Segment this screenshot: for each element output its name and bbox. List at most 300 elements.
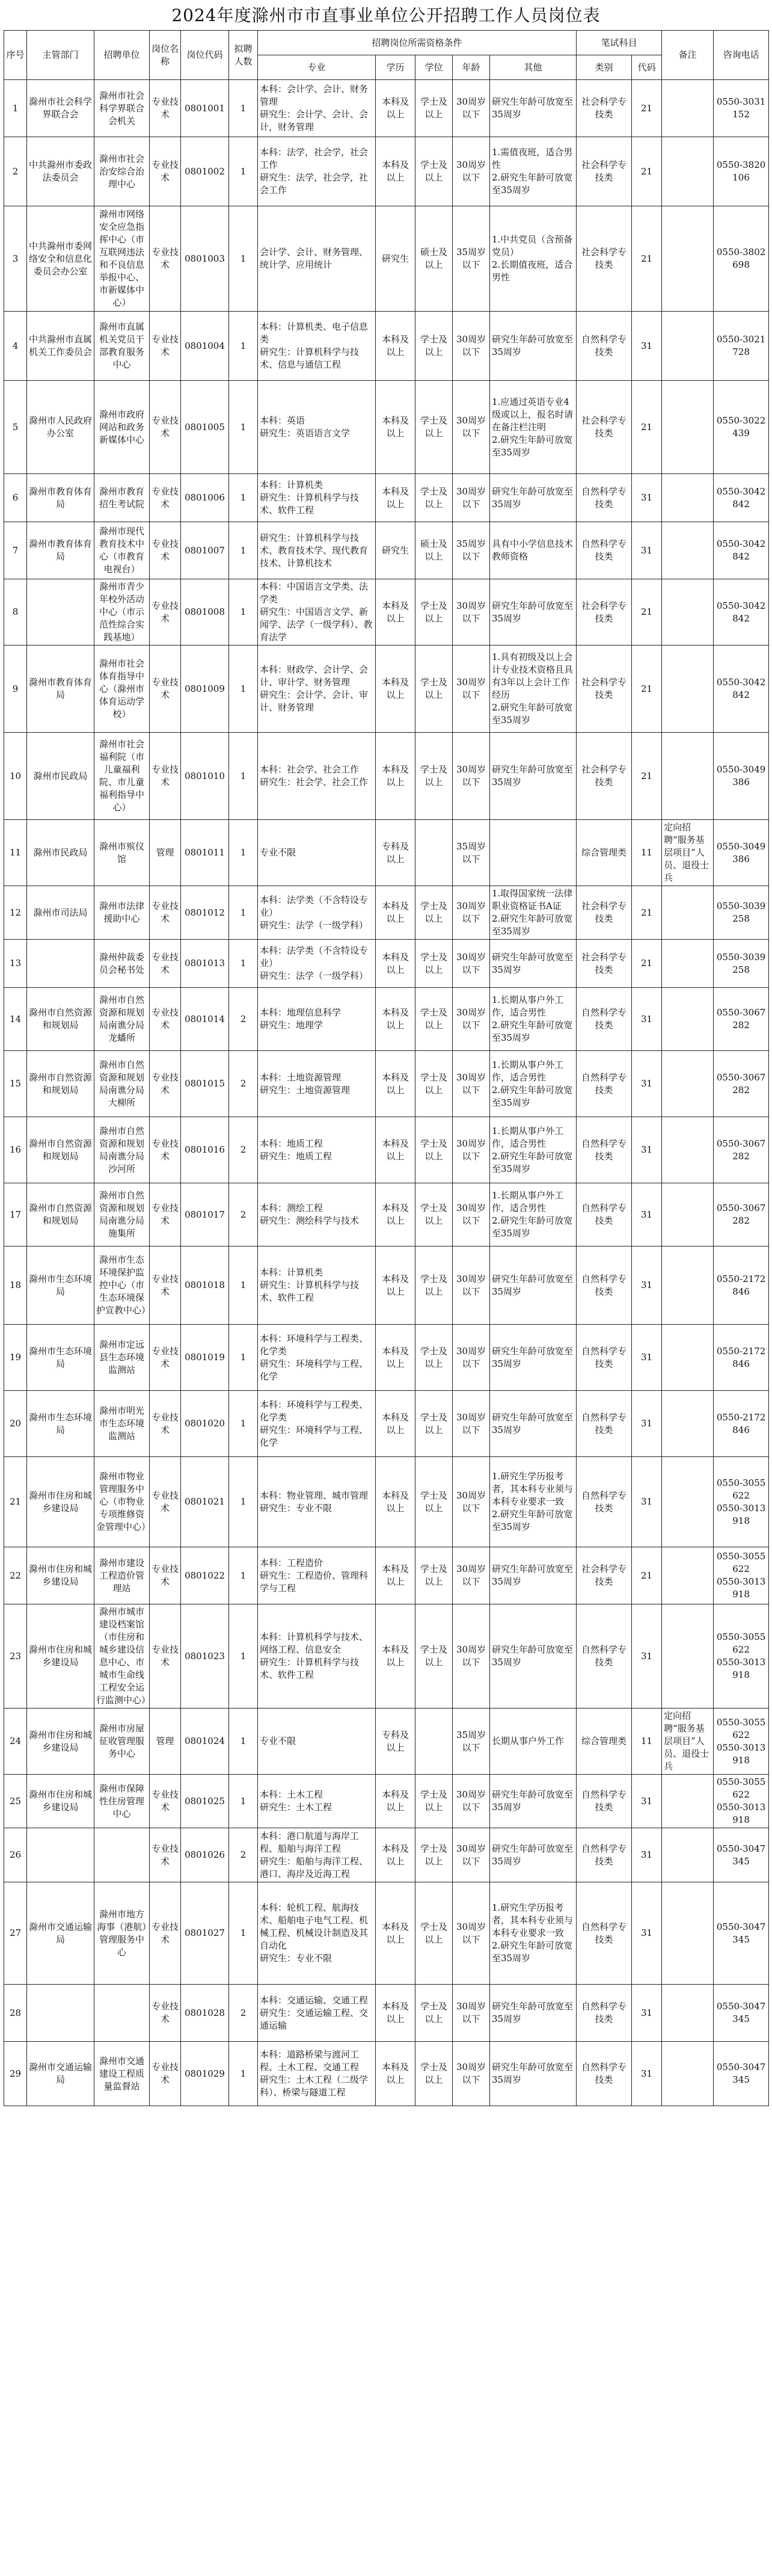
cell-dept: 滁州市自然资源和规划局 [27,1183,94,1246]
cell-post-code: 0801020 [181,1391,229,1457]
cell-post-name: 专业技术 [150,2042,181,2106]
cell-category: 自然科学专技类 [577,1391,632,1457]
cell-edu: 本科及以上 [376,381,415,474]
cell-code: 21 [632,1547,662,1604]
cell-category: 综合管理类 [577,1709,632,1775]
cell-remark [662,137,714,206]
cell-seq: 27 [4,1882,27,1985]
cell-other: 具有中小学信息技术教师资格 [490,522,577,579]
cell-age: 30周岁以下 [453,1547,490,1604]
cell-code: 31 [632,312,662,381]
cell-major: 本科：测绘工程 研究生：测绘科学与技术 [258,1183,376,1246]
cell-edu: 本科及以上 [376,940,415,988]
cell-age: 30周岁以下 [453,1775,490,1828]
cell-edu: 本科及以上 [376,137,415,206]
cell-age: 30周岁以下 [453,1882,490,1985]
cell-category: 社会科学专技类 [577,886,632,940]
header-exam-group: 笔试科目 [577,31,662,55]
cell-code: 31 [632,1828,662,1882]
cell-phone: 0550-3031152 [714,80,769,137]
page-title: 2024年度滁州市市直事业单位公开招聘工作人员岗位表 [171,5,601,25]
cell-age: 30周岁以下 [453,1117,490,1183]
cell-post-name: 专业技术 [150,1828,181,1882]
cell-num: 2 [229,1117,258,1183]
cell-age: 35周岁以下 [453,820,490,886]
cell-unit: 滁州市社会体育指导中心（滁州市体育运动学校） [94,646,150,733]
cell-post-code: 0801012 [181,886,229,940]
cell-seq: 24 [4,1709,27,1775]
cell-major: 本科：环境科学与工程类、化学类 研究生：环境科学与工程、化学 [258,1325,376,1391]
cell-code: 31 [632,988,662,1051]
cell-remark [662,733,714,820]
cell-major: 本科：计算机类、电子信息类 研究生：计算机科学与技术、信息与通信工程 [258,312,376,381]
cell-category: 社会科学专技类 [577,206,632,312]
cell-major: 本科：法学类（不含特设专业） 研究生：法学（一级学科） [258,940,376,988]
cell-dept: 滁州市教育体育局 [27,474,94,522]
cell-dept: 滁州市民政局 [27,820,94,886]
cell-other: 1.取得国家统一法律职业资格证书A证 2.研究生年龄可放宽至35周岁 [490,886,577,940]
cell-edu: 本科及以上 [376,1775,415,1828]
cell-seq: 18 [4,1246,27,1325]
cell-age: 30周岁以下 [453,1391,490,1457]
cell-age: 35周岁以下 [453,522,490,579]
cell-post-name: 专业技术 [150,474,181,522]
cell-seq: 9 [4,646,27,733]
cell-post-code: 0801004 [181,312,229,381]
cell-phone: 0550-2172846 [714,1391,769,1457]
table-row [4,820,769,886]
header-cond-group: 招聘岗位所需资格条件 [258,31,577,55]
cell-phone: 0550-3067282 [714,1051,769,1117]
cell-major: 本科：土地资源管理 研究生：土地资源管理 [258,1051,376,1117]
cell-dept: 滁州市民政局 [27,733,94,820]
cell-num: 1 [229,474,258,522]
cell-seq: 23 [4,1604,27,1709]
cell-category: 社会科学专技类 [577,733,632,820]
cell-edu: 本科及以上 [376,1117,415,1183]
cell-edu: 本科及以上 [376,1882,415,1985]
cell-major: 本科：法学类（不含特设专业） 研究生：法学（一级学科） [258,886,376,940]
cell-code: 31 [632,1604,662,1709]
table-row [4,137,769,206]
cell-code: 31 [632,1051,662,1117]
cell-major: 本科：物业管理、城市管理 研究生：专业不限 [258,1457,376,1547]
cell-seq: 1 [4,80,27,137]
cell-age: 30周岁以下 [453,312,490,381]
cell-major: 本科：地理信息科学 研究生：地理学 [258,988,376,1051]
cell-major: 本科：交通运输、交通工程 研究生：交通运输工程、交通运输 [258,1985,376,2042]
cell-code: 21 [632,940,662,988]
cell-post-code: 0801006 [181,474,229,522]
cell-num: 1 [229,522,258,579]
header-category: 类别 [577,55,632,80]
cell-other: 1.需值夜班，适合男性 2.研究生年龄可放宽至35周岁 [490,137,577,206]
cell-unit: 滁州市法律援助中心 [94,886,150,940]
cell-other: 研究生年龄可放宽至35周岁 [490,312,577,381]
cell-major: 本科：社会学、社会工作 研究生：社会学、社会工作 [258,733,376,820]
cell-post-name: 专业技术 [150,312,181,381]
cell-phone: 0550-2172846 [714,1246,769,1325]
cell-post-name: 管理 [150,820,181,886]
cell-post-name: 专业技术 [150,1183,181,1246]
cell-phone: 0550-3042842 [714,646,769,733]
cell-post-name: 专业技术 [150,1604,181,1709]
cell-category: 自然科学专技类 [577,1183,632,1246]
cell-category: 自然科学专技类 [577,1882,632,1985]
cell-other: 长期从事户外工作 [490,1709,577,1775]
cell-num: 1 [229,1325,258,1391]
cell-edu: 本科及以上 [376,1547,415,1604]
cell-category: 社会科学专技类 [577,381,632,474]
table-row [4,80,769,137]
cell-post-name: 专业技术 [150,1775,181,1828]
cell-num: 1 [229,646,258,733]
cell-age: 35周岁以下 [453,206,490,312]
cell-post-name: 专业技术 [150,1882,181,1985]
cell-degree: 硕士及以上 [415,522,453,579]
cell-remark [662,312,714,381]
cell-category: 自然科学专技类 [577,1051,632,1117]
cell-phone: 0550-3067282 [714,988,769,1051]
cell-post-code: 0801002 [181,137,229,206]
cell-remark [662,2042,714,2106]
cell-post-code: 0801024 [181,1709,229,1775]
cell-major: 本科：计算机科学与技术、网络工程、信息安全 研究生：计算机科学与技术、软件工程 [258,1604,376,1709]
cell-num: 1 [229,1391,258,1457]
cell-dept: 滁州市社会科学界联合会 [27,80,94,137]
cell-unit: 滁州市物业管理服务中心（市物业专项维修资金管理中心） [94,1457,150,1547]
cell-age: 30周岁以下 [453,1246,490,1325]
cell-age: 30周岁以下 [453,988,490,1051]
cell-degree: 学士及以上 [415,733,453,820]
cell-category: 自然科学专技类 [577,1325,632,1391]
cell-num: 1 [229,1457,258,1547]
cell-phone: 0550-3042842 [714,474,769,522]
cell-post-code: 0801017 [181,1183,229,1246]
cell-edu: 本科及以上 [376,1246,415,1325]
header-code: 代码 [632,55,662,80]
cell-phone: 0550-3820106 [714,137,769,206]
cell-edu: 本科及以上 [376,1457,415,1547]
cell-unit: 滁州市教育招生考试院 [94,474,150,522]
cell-remark: 定向招聘“服务基层项目”人员、退役士兵 [662,1709,714,1775]
cell-dept [27,1985,94,2042]
cell-seq: 11 [4,820,27,886]
cell-seq: 10 [4,733,27,820]
cell-other [490,820,577,886]
cell-dept [27,579,94,646]
cell-remark [662,579,714,646]
cell-dept: 滁州市住房和城乡建设局 [27,1604,94,1709]
cell-seq: 22 [4,1547,27,1604]
cell-phone: 0550-3802698 [714,206,769,312]
cell-age: 30周岁以下 [453,1457,490,1547]
cell-other: 研究生年龄可放宽至35周岁 [490,1604,577,1709]
cell-other: 研究生年龄可放宽至35周岁 [490,579,577,646]
cell-post-code: 0801011 [181,820,229,886]
cell-num: 2 [229,1051,258,1117]
table-row [4,2042,769,2106]
cell-phone: 0550-3039258 [714,886,769,940]
cell-category: 自然科学专技类 [577,1604,632,1709]
cell-unit: 滁州市自然资源和规划局南谯分局龙蟠所 [94,988,150,1051]
cell-num: 1 [229,1246,258,1325]
cell-post-code: 0801009 [181,646,229,733]
cell-num: 1 [229,886,258,940]
table-row [4,522,769,579]
table-row [4,579,769,646]
cell-unit: 滁州市社会科学界联合会机关 [94,80,150,137]
table-row [4,733,769,820]
cell-num: 1 [229,2042,258,2106]
cell-degree: 学士及以上 [415,381,453,474]
cell-code: 31 [632,1775,662,1828]
cell-edu: 本科及以上 [376,1391,415,1457]
table-row [4,646,769,733]
cell-seq: 5 [4,381,27,474]
table-row [4,1775,769,1828]
cell-remark [662,206,714,312]
cell-unit: 滁州市生态环境保护监控中心（市生态环境保护宣教中心） [94,1246,150,1325]
cell-degree [415,1709,453,1775]
cell-code: 21 [632,137,662,206]
cell-dept: 滁州市自然资源和规划局 [27,988,94,1051]
cell-remark [662,1325,714,1391]
cell-unit: 滁州市自然资源和规划局南谯分局大柳所 [94,1051,150,1117]
cell-age: 30周岁以下 [453,733,490,820]
cell-remark [662,1828,714,1882]
cell-num: 1 [229,579,258,646]
cell-major: 研究生：计算机科学与技术、教育技术学、现代教育技术、计算机技术 [258,522,376,579]
cell-post-code: 0801029 [181,2042,229,2106]
cell-phone: 0550-3049386 [714,733,769,820]
cell-phone: 0550-3067282 [714,1117,769,1183]
cell-post-code: 0801014 [181,988,229,1051]
cell-post-code: 0801022 [181,1547,229,1604]
cell-post-code: 0801027 [181,1882,229,1985]
cell-code: 31 [632,474,662,522]
cell-edu: 专科及以上 [376,820,415,886]
cell-category: 自然科学专技类 [577,1246,632,1325]
table-row [4,1325,769,1391]
cell-seq: 2 [4,137,27,206]
cell-dept [27,940,94,988]
cell-dept: 滁州市自然资源和规划局 [27,1117,94,1183]
table-row [4,1391,769,1457]
cell-seq: 25 [4,1775,27,1828]
cell-unit: 滁州市明光市生态环境监测站 [94,1391,150,1457]
cell-phone: 0550-3055622 0550-3013918 [714,1547,769,1604]
header-edu: 学历 [376,55,415,80]
cell-category: 社会科学专技类 [577,579,632,646]
cell-degree: 学士及以上 [415,579,453,646]
cell-seq: 21 [4,1457,27,1547]
cell-seq: 16 [4,1117,27,1183]
cell-age: 30周岁以下 [453,2042,490,2106]
cell-unit: 滁州市殡仪馆 [94,820,150,886]
header-degree: 学位 [415,55,453,80]
cell-age: 30周岁以下 [453,80,490,137]
cell-num: 1 [229,206,258,312]
cell-major: 本科：会计学、会计、财务管理 研究生：会计学、会计、会计，财务管理 [258,80,376,137]
cell-age: 30周岁以下 [453,381,490,474]
cell-code: 31 [632,1882,662,1985]
cell-code: 21 [632,646,662,733]
cell-post-name: 专业技术 [150,137,181,206]
table-row [4,474,769,522]
cell-edu: 本科及以上 [376,1604,415,1709]
cell-remark [662,1246,714,1325]
cell-degree: 学士及以上 [415,1775,453,1828]
cell-remark [662,1985,714,2042]
cell-other: 研究生年龄可放宽至35周岁 [490,1246,577,1325]
cell-major: 会计学、会计、财务管理、统计学、应用统计 [258,206,376,312]
cell-remark [662,1775,714,1828]
cell-major: 专业不限 [258,820,376,886]
cell-remark [662,1547,714,1604]
cell-unit: 滁州市地方海事（港航）管理服务中心 [94,1882,150,1985]
cell-degree: 学士及以上 [415,886,453,940]
cell-dept: 滁州市生态环境局 [27,1246,94,1325]
cell-code: 21 [632,886,662,940]
cell-unit: 滁州市定远县生态环境监测站 [94,1325,150,1391]
cell-unit: 滁州仲裁委员会秘书处 [94,940,150,988]
cell-other: 研究生年龄可放宽至35周岁 [490,1775,577,1828]
cell-phone: 0550-3042842 [714,579,769,646]
table-row [4,1709,769,1775]
cell-post-name: 专业技术 [150,206,181,312]
cell-remark [662,1604,714,1709]
cell-post-name: 专业技术 [150,1325,181,1391]
cell-post-code: 0801001 [181,80,229,137]
cell-remark [662,1117,714,1183]
table-row [4,988,769,1051]
cell-other: 1.应通过英语专业4级或以上，报名时请在备注栏注明 2.研究生年龄可放宽至35周岁 [490,381,577,474]
table-row [4,1882,769,1985]
cell-degree: 学士及以上 [415,80,453,137]
cell-degree: 学士及以上 [415,646,453,733]
cell-degree [415,820,453,886]
cell-major: 本科：英语 研究生：英语语言文学 [258,381,376,474]
cell-edu: 本科及以上 [376,2042,415,2106]
cell-post-code: 0801028 [181,1985,229,2042]
cell-edu: 本科及以上 [376,474,415,522]
cell-code: 31 [632,522,662,579]
cell-phone: 0550-3039258 [714,940,769,988]
cell-major: 专业不限 [258,1709,376,1775]
cell-degree: 学士及以上 [415,1604,453,1709]
cell-unit: 滁州市网络安全应急指挥中心（市互联网违法和不良信息举报中心、市新媒体中心） [94,206,150,312]
cell-seq: 13 [4,940,27,988]
cell-post-code: 0801021 [181,1457,229,1547]
cell-age: 30周岁以下 [453,1828,490,1882]
cell-edu: 本科及以上 [376,646,415,733]
cell-edu: 研究生 [376,206,415,312]
cell-phone: 0550-3055622 0550-3013918 [714,1775,769,1828]
cell-unit: 滁州市城市建设档案馆（市住房和城乡建设信息中心、市城市生命线工程安全运行监测中心） [94,1604,150,1709]
header-row-1 [4,31,769,55]
cell-other: 1.研究生学历报考者，其本科专业须与本科专业要求一致 2.研究生年龄可放宽至35周岁 [490,1882,577,1985]
cell-seq: 29 [4,2042,27,2106]
cell-post-name: 专业技术 [150,1547,181,1604]
cell-dept [27,1828,94,1882]
cell-num: 1 [229,940,258,988]
cell-major: 本科：工程造价 研究生：工程造价、管理科学与工程 [258,1547,376,1604]
cell-code: 31 [632,1457,662,1547]
cell-remark [662,1391,714,1457]
cell-num: 1 [229,1547,258,1604]
cell-dept: 滁州市住房和城乡建设局 [27,1775,94,1828]
cell-category: 社会科学专技类 [577,646,632,733]
cell-post-name: 专业技术 [150,1117,181,1183]
cell-edu: 本科及以上 [376,1051,415,1117]
cell-degree: 学士及以上 [415,1117,453,1183]
cell-code: 21 [632,206,662,312]
cell-degree: 硕士及以上 [415,206,453,312]
cell-phone: 0550-3047345 [714,1828,769,1882]
table-row [4,1828,769,1882]
cell-num: 1 [229,1604,258,1709]
cell-code: 31 [632,1325,662,1391]
cell-unit: 滁州市交通建设工程质量监督站 [94,2042,150,2106]
cell-unit: 滁州市房屋征收管理服务中心 [94,1709,150,1775]
cell-other: 1.长期从事户外工作，适合男性 2.研究生年龄可放宽至35周岁 [490,1051,577,1117]
cell-age: 30周岁以下 [453,886,490,940]
table-row [4,1051,769,1117]
cell-other: 研究生年龄可放宽至35周岁 [490,1828,577,1882]
cell-unit: 滁州市现代教育技术中心（市教育电视台） [94,522,150,579]
cell-post-code: 0801019 [181,1325,229,1391]
cell-post-name: 专业技术 [150,80,181,137]
table-row [4,1117,769,1183]
cell-major: 本科：中国语言文学类、法学类 研究生：中国语言文学、新闻学、法学（一级学科）、教育法学 [258,579,376,646]
table-row [4,1985,769,2042]
cell-post-code: 0801016 [181,1117,229,1183]
cell-post-name: 专业技术 [150,1246,181,1325]
cell-degree: 学士及以上 [415,1246,453,1325]
cell-remark [662,1882,714,1985]
cell-seq: 20 [4,1391,27,1457]
cell-major: 本科：轮机工程、航海技术、船舶电子电气工程、机械工程、机械设计制造及其自动化 研究生：专业不限 [258,1882,376,1985]
cell-post-code: 0801015 [181,1051,229,1117]
cell-edu: 研究生 [376,522,415,579]
cell-age: 30周岁以下 [453,1604,490,1709]
cell-seq: 7 [4,522,27,579]
cell-post-name: 专业技术 [150,886,181,940]
cell-num: 1 [229,1775,258,1828]
cell-phone: 0550-3055622 0550-3013918 [714,1709,769,1775]
cell-category: 社会科学专技类 [577,1547,632,1604]
cell-remark [662,1183,714,1246]
cell-post-code: 0801010 [181,733,229,820]
table-row [4,1183,769,1246]
cell-remark [662,381,714,474]
cell-seq: 28 [4,1985,27,2042]
cell-phone: 0550-3055622 0550-3013918 [714,1457,769,1547]
cell-code: 21 [632,579,662,646]
cell-dept: 滁州市司法局 [27,886,94,940]
cell-seq: 15 [4,1051,27,1117]
cell-post-name: 专业技术 [150,522,181,579]
cell-code: 31 [632,1985,662,2042]
cell-edu: 本科及以上 [376,988,415,1051]
table-row [4,940,769,988]
cell-other: 1.研究生学历报考者，其本科专业须与本科专业要求一致 2.研究生年龄可放宽至35周岁 [490,1457,577,1547]
cell-major: 本科：环境科学与工程类、化学类 研究生：环境科学与工程、化学 [258,1391,376,1457]
cell-age: 30周岁以下 [453,474,490,522]
cell-post-code: 0801013 [181,940,229,988]
cell-code: 21 [632,733,662,820]
